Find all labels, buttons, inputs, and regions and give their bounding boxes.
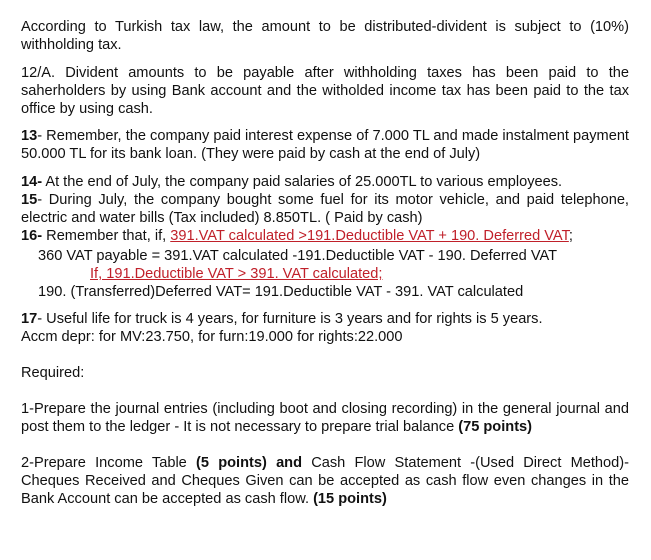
requirement-2-part-a: 2-Prepare Income Table bbox=[21, 455, 197, 471]
requirement-2-income-points: (5 points) bbox=[196, 455, 267, 471]
item-13-text: - Remember, the company paid interest expense of 7.000 TL and made instalment payment 50.000 TL for its bank loan. (They were paid by cash at the end of July) bbox=[21, 128, 629, 162]
item-14-text: At the end of July, the company paid salaries of 25.000TL to various employees. bbox=[42, 174, 563, 190]
item-15-paragraph bbox=[21, 191, 629, 227]
requirement-2-and: and bbox=[276, 455, 303, 471]
item-17-paragraph bbox=[21, 310, 629, 328]
item-15-text: - During July, the company bought some fuel for its motor vehicle, and paid telephone, electric and water bills (Tax included) 8.850TL. ( Paid by cash) bbox=[21, 192, 629, 226]
requirement-2-cashflow-points: (15 points) bbox=[313, 491, 387, 507]
deferred-vat-formula: 190. (Transferred)Deferred VAT= 191.Deductible VAT - 391. VAT calculated bbox=[38, 284, 524, 300]
item-16-condition: 391.VAT calculated >191.Deductible VAT + 190. Deferred VAT bbox=[170, 228, 569, 244]
requirement-2-space bbox=[267, 455, 276, 471]
requirement-2 bbox=[21, 454, 629, 508]
requirement-1 bbox=[21, 400, 629, 436]
requirement-1-text: 1-Prepare the journal entries (including boot and closing recording) in the general journal and post them to the ledger - It is not necessary to prepare trial balance bbox=[21, 401, 629, 435]
item-14-number: 14- bbox=[21, 174, 43, 190]
vat-payable-formula: 360 VAT payable = 391.VAT calculated -191.Deductible VAT - 190. Deferred VAT bbox=[38, 248, 558, 264]
intro-paragraph: According to Turkish tax law, the amount to be distributed-divident is subject to (10%) withholding tax. bbox=[21, 19, 629, 53]
item-16-number: 16- bbox=[21, 228, 43, 244]
item-17-number: 17 bbox=[21, 311, 38, 327]
item-16-text: Remember that, if, bbox=[42, 228, 171, 244]
item-13-paragraph bbox=[21, 127, 629, 163]
vat-deductible-condition-text: If, 191.Deductible VAT > 391. VAT calculated; bbox=[90, 266, 383, 282]
accumulated-depreciation-line: Accm depr: for MV:23.750, for furn:19.000 for rights:22.000 bbox=[21, 329, 403, 345]
item-12a-paragraph: 12/A. Divident amounts to be payable after withholding taxes has been paid to the saherholders by using Bank account and the witholded income tax has been paid to the tax office by using cash. bbox=[21, 65, 629, 117]
requirement-1-points: (75 points) bbox=[458, 419, 533, 435]
item-13-number: 13 bbox=[21, 128, 38, 144]
item-14-paragraph bbox=[21, 173, 629, 191]
requirement-2-part-d: Cash Flow Statement -(Used Direct Method)- Cheques Received and Cheques Given can be accepted as cash flow even changes in the Bank Account can be accepted as cash flow. bbox=[21, 455, 629, 507]
item-17-text: - Useful life for truck is 4 years, for furniture is 3 years and for rights is 5 years. bbox=[37, 311, 543, 327]
item-16-semicolon: ; bbox=[568, 228, 573, 244]
required-heading: Required: bbox=[21, 365, 85, 381]
item-16-paragraph bbox=[21, 227, 629, 245]
item-15-number: 15 bbox=[21, 192, 38, 208]
vat-deductible-condition bbox=[21, 265, 629, 283]
